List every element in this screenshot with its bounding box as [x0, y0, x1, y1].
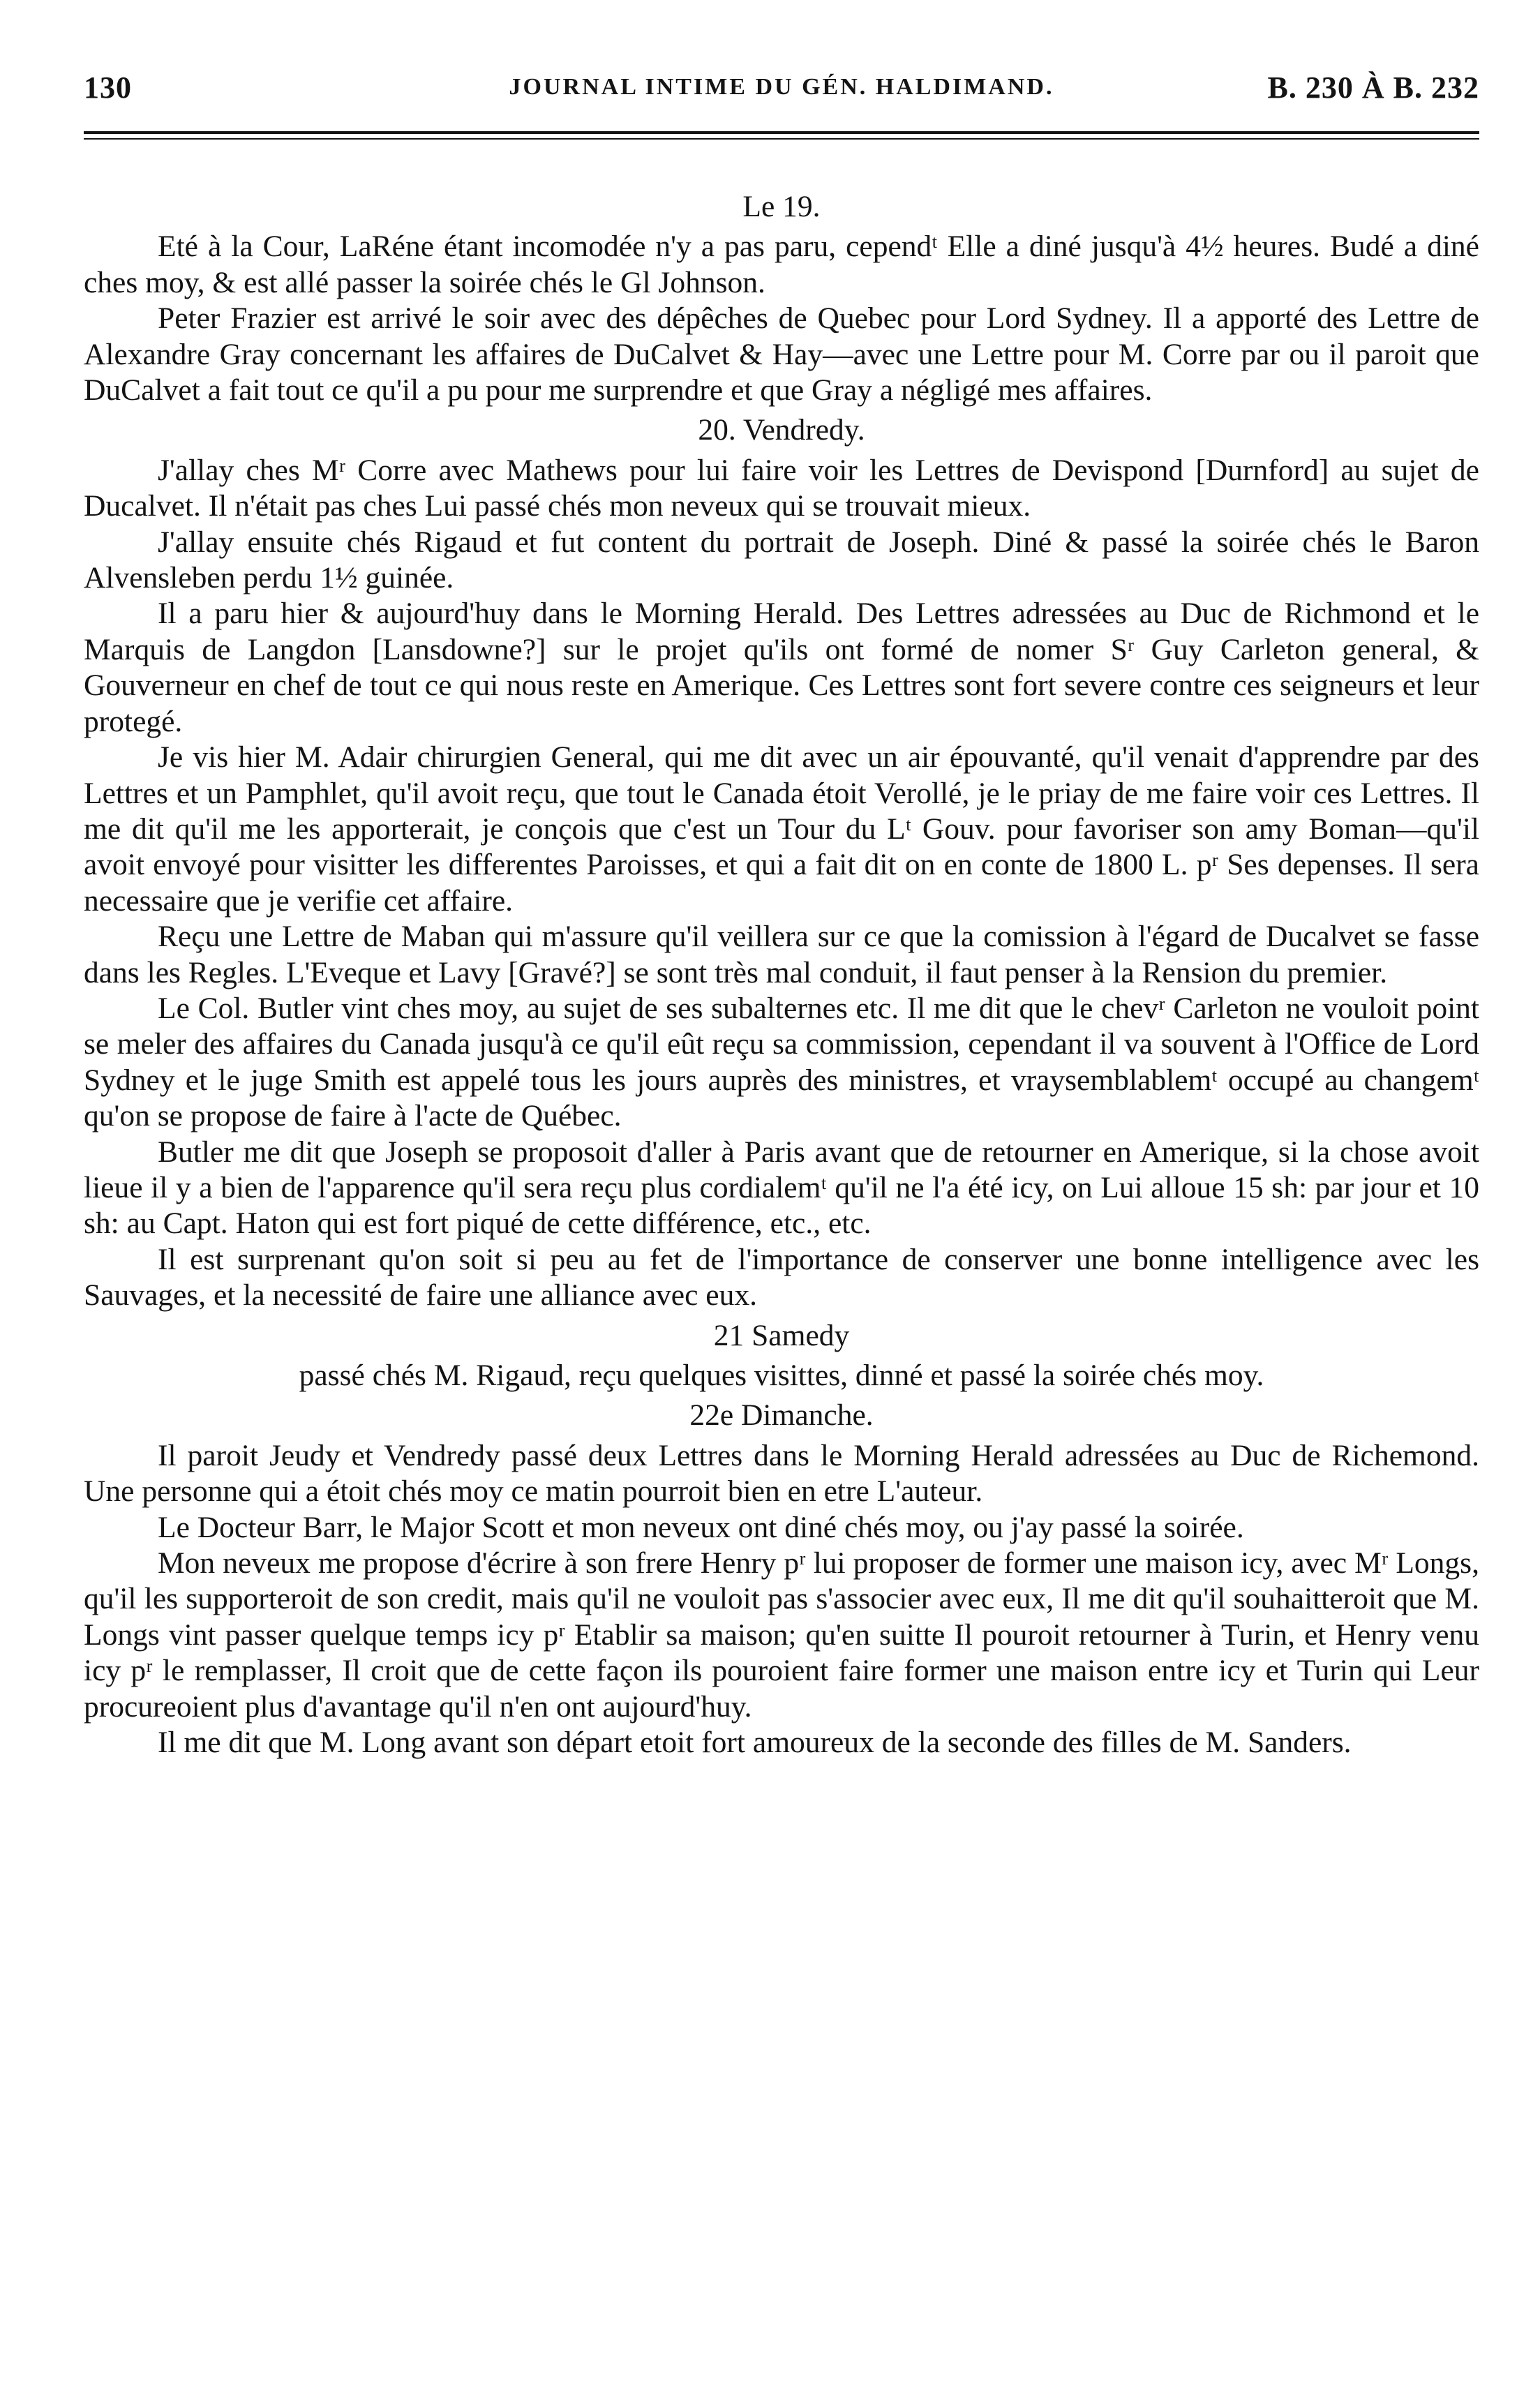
journal-paragraph: J'allay ches Mʳ Corre avec Mathews pour lui faire voir les Lettres de Devispond [Durnford] au sujet de Ducalvet. Il n'était pas ches Lui passé chés mon neveux qui se trouvait mieux. — [84, 453, 1479, 523]
journal-paragraph: Il paroit Jeudy et Vendredy passé deux Lettres dans le Morning Herald adressées au Duc de Richemond. Une personne qui a étoit chés moy ce matin pourroit bien en etre L'auteur. — [84, 1438, 1479, 1509]
journal-page — [84, 28, 1479, 1760]
header-rule — [84, 131, 1479, 134]
date-heading: Le 19. — [742, 190, 821, 223]
journal-paragraph: passé chés M. Rigaud, reçu quelques visittes, dinné et passé la soirée chés moy. — [299, 1359, 1264, 1392]
journal-paragraph: Butler me dit que Joseph se proposoit d'aller à Paris avant que de retourner en Amerique, si la chose avoit lieue il y a bien de l'apparence qu'il sera reçu plus cordialemᵗ qu'il ne l'a été icy, on Lui alloue 15 sh: par jour et 10 sh: au Capt. Haton qui est fort piqué de cette différence, etc., etc. — [84, 1135, 1479, 1241]
running-title: JOURNAL INTIME DU GÉN. HALDIMAND. — [509, 74, 1054, 100]
journal-paragraph: Reçu une Lettre de Maban qui m'assure qu'il veillera sur ce que la comission à l'égard de Ducalvet se fasse dans les Regles. L'Eveque et Lavy [Gravé?] se sont très mal conduit, il faut penser à la Rension du premier. — [84, 920, 1479, 989]
journal-body — [84, 185, 1479, 1761]
journal-paragraph: Le Docteur Barr, le Major Scott et mon neveux ont diné chés moy, ou j'ay passé la soirée. — [158, 1510, 1244, 1544]
journal-paragraph: J'allay ensuite chés Rigaud et fut content du portrait de Joseph. Diné & passé la soirée chés le Baron Alvensleben perdu 1½ guinée. — [84, 525, 1479, 595]
running-head — [84, 28, 1479, 105]
journal-paragraph: Mon neveux me propose d'écrire à son frere Henry pʳ lui proposer de former une maison icy, avec Mʳ Longs, qu'il les supporteroit de son credit, mais qu'il ne vouloit pas s'associer avec eux, Il me dit qu'il souhaitteroit que M. Longs vint passer quelque temps icy pʳ Etablir sa maison; qu'en suitte Il pouroit retourner à Turin, et Henry venu icy pʳ le remplasser, Il croit que de cette façon ils pouroient faire former une maison entre icy et Turin qui Leur procureoient plus d'avantage qu'il n'en ont aujourd'huy. — [84, 1546, 1479, 1724]
journal-paragraph: Le Col. Butler vint ches moy, au sujet de ses subalternes etc. Il me dit que le chevʳ Carleton ne vouloit point se meler des affaires du Canada jusqu'à ce qu'il eût reçu sa commission, cependant il va souvent à l'Office de Lord Sydney et le juge Smith est appelé tous les jours auprès des ministres, et vraysemblablemᵗ occupé au changemᵗ qu'on se propose de faire à l'acte de Québec. — [84, 991, 1479, 1133]
journal-paragraph: Il a paru hier & aujourd'huy dans le Morning Herald. Des Lettres adressées au Duc de Richmond et le Marquis de Langdon [Lansdowne?] sur le projet qu'ils ont formé de nomer Sʳ Guy Carleton general, & Gouverneur en chef de tout ce qui nous reste en Amerique. Ces Lettres sont fort severe contre ces seigneurs et leur protegé. — [84, 597, 1479, 738]
journal-paragraph: Peter Frazier est arrivé le soir avec des dépêches de Quebec pour Lord Sydney. Il a apporté des Lettre de Alexandre Gray concernant les affaires de DuCalvet & Hay—avec une Lettre pour M. Corre par ou il paroit que DuCalvet a fait tout ce qu'il a pu pour me surprendre et que Gray a négligé mes affaires. — [84, 301, 1479, 408]
journal-paragraph: Il est surprenant qu'on soit si peu au fet de l'importance de conserver une bonne intelligence avec les Sauvages, et la necessité de faire une alliance avec eux. — [84, 1242, 1479, 1313]
journal-paragraph: Eté à la Cour, LaRéne étant incomodée n'y a pas paru, cependᵗ Elle a diné jusqu'à 4½ heures. Budé a diné ches moy, & est allé passer la soirée chés le Gl Johnson. — [84, 230, 1479, 299]
journal-paragraph: Il me dit que M. Long avant son départ etoit fort amoureux de la seconde des filles de M. Sanders. — [158, 1726, 1352, 1760]
date-heading: 20. Vendredy. — [698, 413, 865, 447]
header-rule-thin — [84, 138, 1479, 140]
page-number: 130 — [84, 70, 132, 105]
reference-range: B. 230 À B. 232 — [1267, 70, 1479, 105]
journal-paragraph: Je vis hier M. Adair chirurgien General, qui me dit avec un air épouvanté, qu'il venait d'apprendre par des Lettres et un Pamphlet, qu'il avoit reçu, que tout le Canada étoit Verollé, je le priay de me faire voir ces Lettres. Il me dit qu'il me les apporterait, je conçois que c'est un Tour du Lᵗ Gouv. pour favoriser son amy Boman—qu'il avoit envoyé pour visitter les differentes Paroisses, et qui a fait dit on en conte de 1800 L. pʳ Ses depenses. Il sera necessaire que je verifie cet affaire. — [84, 740, 1479, 918]
date-heading: 21 Samedy — [713, 1318, 850, 1352]
date-heading: 22e Dimanche. — [689, 1398, 874, 1433]
